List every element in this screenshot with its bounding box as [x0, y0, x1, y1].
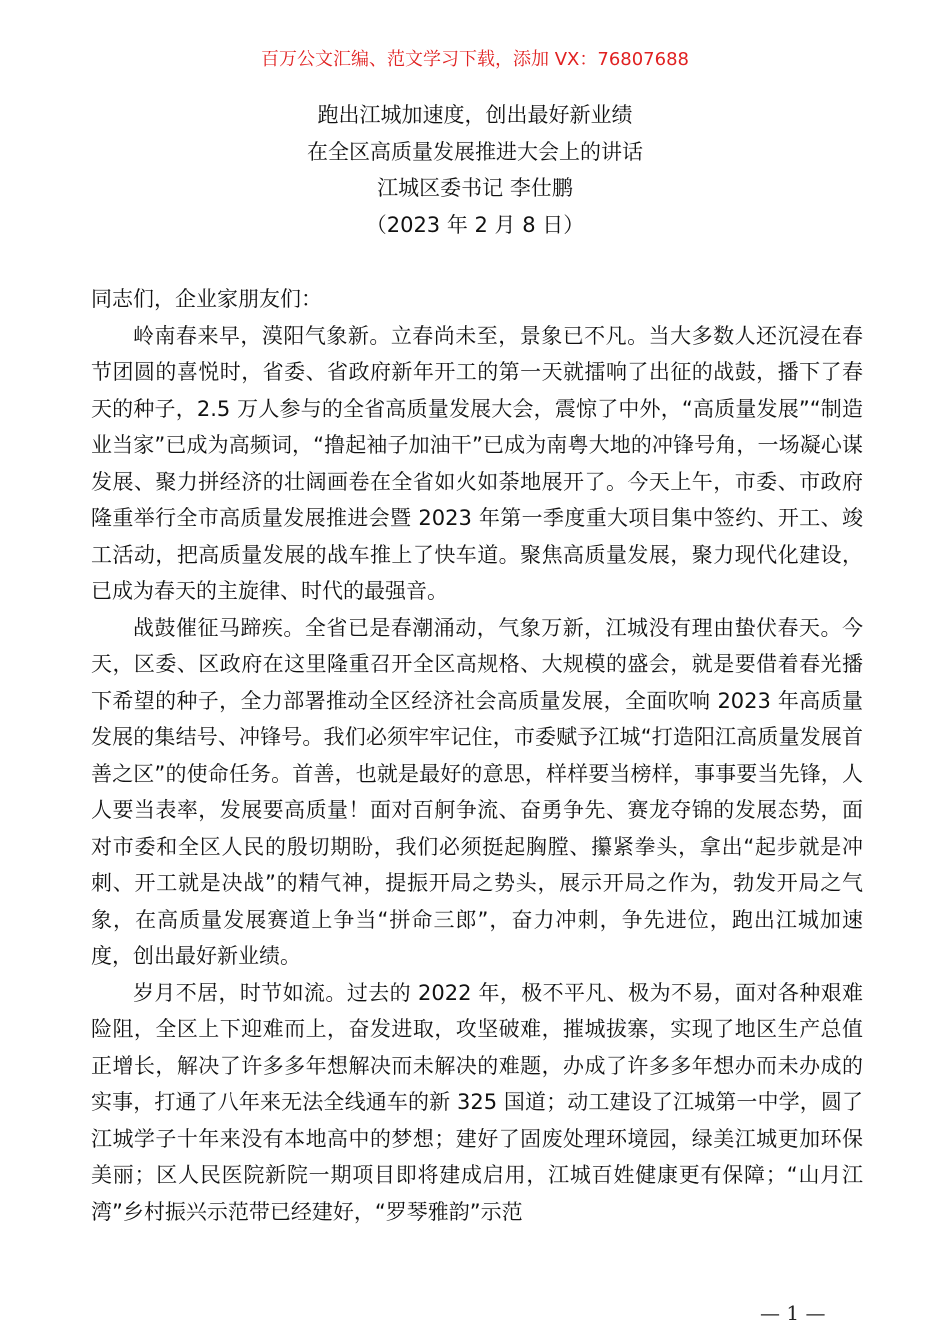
speech-author: 江城区委书记 李仕鹏: [377, 176, 573, 200]
paragraph: 岭南春来早，漠阳气象新。立春尚未至，景象已不凡。当大多数人还沉浸在春节团圆的喜悦时，省委、省政府新年开工的第一天就擂响了出征的战鼓，播下了春天的种子，2.5 万人参与的全省高质量发展大会，震惊了中外，“高质量发展”“制造业当家”已成为高频词，“撸起袖子加油干”已成为南粤大地的冲锋号角，一场凝心谋发展、聚力拼经济的壮阔画卷在全省如火如荼地展开了。今天上午，市委、市政府隆重举行全市高质量发展推进会暨 2023 年第一季度重大项目集中签约、开工、竣工活动，把高质量发展的战车推上了快车道。聚焦高质量发展，聚力现代化建设，已成为春天的主旋律、时代的最强音。: [91, 323, 863, 603]
speech-subtitle: 在全区高质量发展推进大会上的讲话: [307, 139, 643, 164]
watermark-banner: 百万公文汇编、范文学习下载，添加 VX：76807688: [261, 49, 689, 70]
speech-title: 跑出江城加速度，创出最好新业绩: [317, 103, 633, 127]
paragraph: 战鼓催征马蹄疾。全省已是春潮涌动，气象万新，江城没有理由蛰伏春天。今天，区委、区政府在这里隆重召开全区高规格、大规模的盛会，就是要借着春光播下希望的种子，全力部署推动全区经济社会高质量发展，全面吹响 2023 年高质量发展的集结号、冲锋号。我们必须牢牢记住，市委赋予江城“打造阳江高质量发展首善之区”的使命任务。首善，也就是最好的意思，样样要当榜样，事事要当先锋，人人要当表率，发展要高质量！面对百舸争流、奋勇争先、赛龙夺锦的发展态势，面对市委和全区人民的殷切期盼，我们必须挺起胸膛、攥紧拳头，拿出“起步就是冲刺、开工就是决战”的精气神，提振开局之势头，展示开局之作为，勃发开局之气象，在高质量发展赛道上争当“拼命三郎”，奋力冲刺，争先进位，跑出江城加速度，创出最好新业绩。: [91, 615, 863, 968]
paragraph: 岁月不居，时节如流。过去的 2022 年，极不平凡、极为不易，面对各种艰难险阻，全区上下迎难而上，奋发进取，攻坚破难，摧城拔寨，实现了地区生产总值正增长，解决了许多多年想解决而未解决的难题，办成了许多多年想办而未办成的实事，打通了八年来无法全线通车的新 325 国道；动工建设了江城第一中学，圆了江城学子十年来没有本地高中的梦想；建好了固废处理环境园，绿美江城更加环保美丽；区人民医院新院一期项目即将建成启用，江城百姓健康更有保障；“山月江湾”乡村振兴示范带已经建好，“罗琴雅韵”示范: [91, 980, 863, 1224]
salutation: 同志们，企业家朋友们：: [91, 287, 322, 311]
speech-body: [91, 281, 863, 1230]
speech-title-block: [0, 97, 950, 243]
speech-date: （2023 年 2 月 8 日）: [365, 212, 585, 237]
page-number: — 1 —: [760, 1301, 826, 1325]
